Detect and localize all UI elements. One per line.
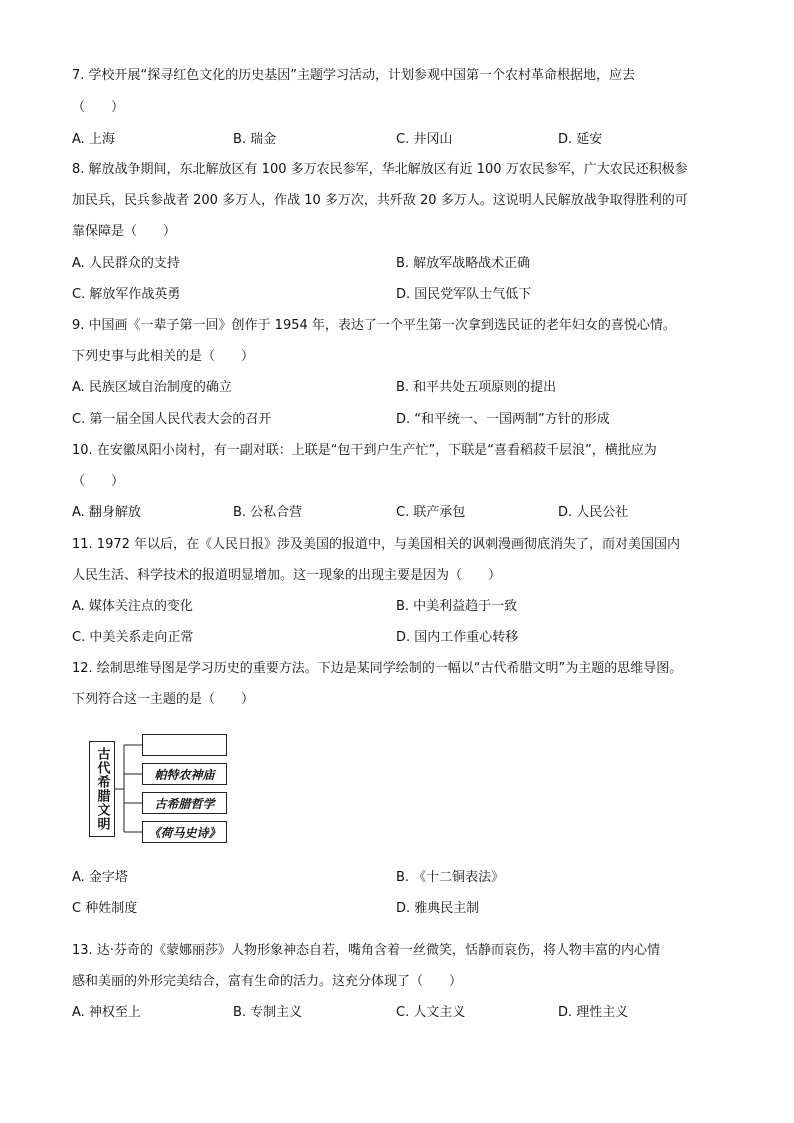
q10-option-d[interactable]: D. 人民公社 [558, 505, 629, 520]
q13-option-c[interactable]: C. 人文主义 [396, 1005, 466, 1020]
q12-option-c[interactable]: C 种姓制度 [72, 901, 138, 916]
question-11-line-2: 人民生活、科学技术的报道明显增加。这一现象的出现主要是因为（ ） [72, 568, 502, 583]
q9-option-c[interactable]: C. 第一届全国人民代表大会的召开 [72, 412, 272, 427]
question-9-line-2: 下列史事与此相关的是（ ） [72, 349, 255, 364]
q10-option-c[interactable]: C. 联产承包 [396, 505, 466, 520]
question-13-line-2: 感和美丽的外形完美结合，富有生命的活力。这充分体现了（ ） [72, 974, 463, 989]
question-8-line-3: 靠保障是（ ） [72, 224, 177, 239]
question-12-line-2: 下列符合这一主题的是（ ） [72, 692, 255, 707]
q12-option-d[interactable]: D. 雅典民主制 [396, 901, 480, 916]
q9-option-b[interactable]: B. 和平共处五项原则的提出 [396, 380, 557, 395]
q7-option-b[interactable]: B. 瑞金 [233, 132, 277, 147]
q7-option-c[interactable]: C. 井冈山 [396, 132, 453, 147]
q9-option-d[interactable]: D. “和平统一、一国两制”方针的形成 [396, 412, 610, 427]
question-12-line-1: 12. 绘制思维导图是学习历史的重要方法。下边是某同学绘制的一幅以“古代希腊文明”为主题的思维导图。 [72, 661, 683, 676]
q13-option-a[interactable]: A. 神权至上 [72, 1005, 141, 1020]
q11-option-a[interactable]: A. 媒体关注点的变化 [72, 599, 193, 614]
q12-option-b[interactable]: B. 《十二铜表法》 [396, 870, 505, 885]
q7-option-d[interactable]: D. 延安 [558, 132, 603, 147]
q12-option-a[interactable]: A. 金字塔 [72, 870, 128, 885]
mind-map-branch: 帕特农神庙 [142, 763, 227, 785]
question-7-line-1: 7. 学校开展“探寻红色文化的历史基因”主题学习活动，计划参观中国第一个农村革命根据地，应去 [72, 68, 636, 83]
q10-option-b[interactable]: B. 公私合营 [233, 505, 303, 520]
mind-map-branch: 古希腊哲学 [142, 792, 227, 814]
q10-option-a[interactable]: A. 翻身解放 [72, 505, 141, 520]
question-10-line-2: （ ） [72, 474, 125, 489]
question-9-line-1: 9. 中国画《一辈子第一回》创作于 1954 年，表达了一个平生第一次拿到选民证的老年妇女的喜悦心情。 [72, 318, 676, 333]
mind-map-branch: 《荷马史诗》 [142, 821, 227, 843]
q8-option-d[interactable]: D. 国民党军队士气低下 [396, 287, 532, 302]
question-8-line-1: 8. 解放战争期间，东北解放区有 100 多万农民参军，华北解放区有近 100 万农民参军，广大农民还积极参 [72, 162, 688, 177]
question-7-line-2: （ ） [72, 100, 125, 115]
q9-option-a[interactable]: A. 民族区域自治制度的确立 [72, 380, 232, 395]
question-11-line-1: 11. 1972 年以后，在《人民日报》涉及美国的报道中，与美国相关的讽刺漫画彻底消失了，而对美国国内 [72, 537, 681, 552]
q11-option-c[interactable]: C. 中美关系走向正常 [72, 630, 194, 645]
mind-map-branch-blank [142, 734, 227, 756]
q13-option-b[interactable]: B. 专制主义 [233, 1005, 303, 1020]
question-8-line-2: 加民兵，民兵参战者 200 多万人，作战 10 多万次，共歼敌 20 多万人。这说明人民解放战争取得胜利的可 [72, 193, 688, 208]
mind-map-topic-label: 古代希腊文明 [94, 747, 110, 831]
q13-option-d[interactable]: D. 理性主义 [558, 1005, 629, 1020]
mind-map-topic [89, 741, 115, 837]
q7-option-a[interactable]: A. 上海 [72, 132, 115, 147]
q8-option-b[interactable]: B. 解放军战略战术正确 [396, 256, 531, 271]
q11-option-b[interactable]: B. 中美利益趋于一致 [396, 599, 518, 614]
question-10-line-1: 10. 在安徽凤阳小岗村，有一副对联：上联是“包干到户生产忙”，下联是“喜看稻菽千层浪”，横批应为 [72, 443, 657, 458]
q11-option-d[interactable]: D. 国内工作重心转移 [396, 630, 519, 645]
q8-option-a[interactable]: A. 人民群众的支持 [72, 256, 180, 271]
q8-option-c[interactable]: C. 解放军作战英勇 [72, 287, 181, 302]
question-13-line-1: 13. 达·芬奇的《蒙娜丽莎》人物形象神态自若，嘴角含着一丝微笑，恬静而哀伤，将人物丰富的内心情 [72, 943, 660, 958]
